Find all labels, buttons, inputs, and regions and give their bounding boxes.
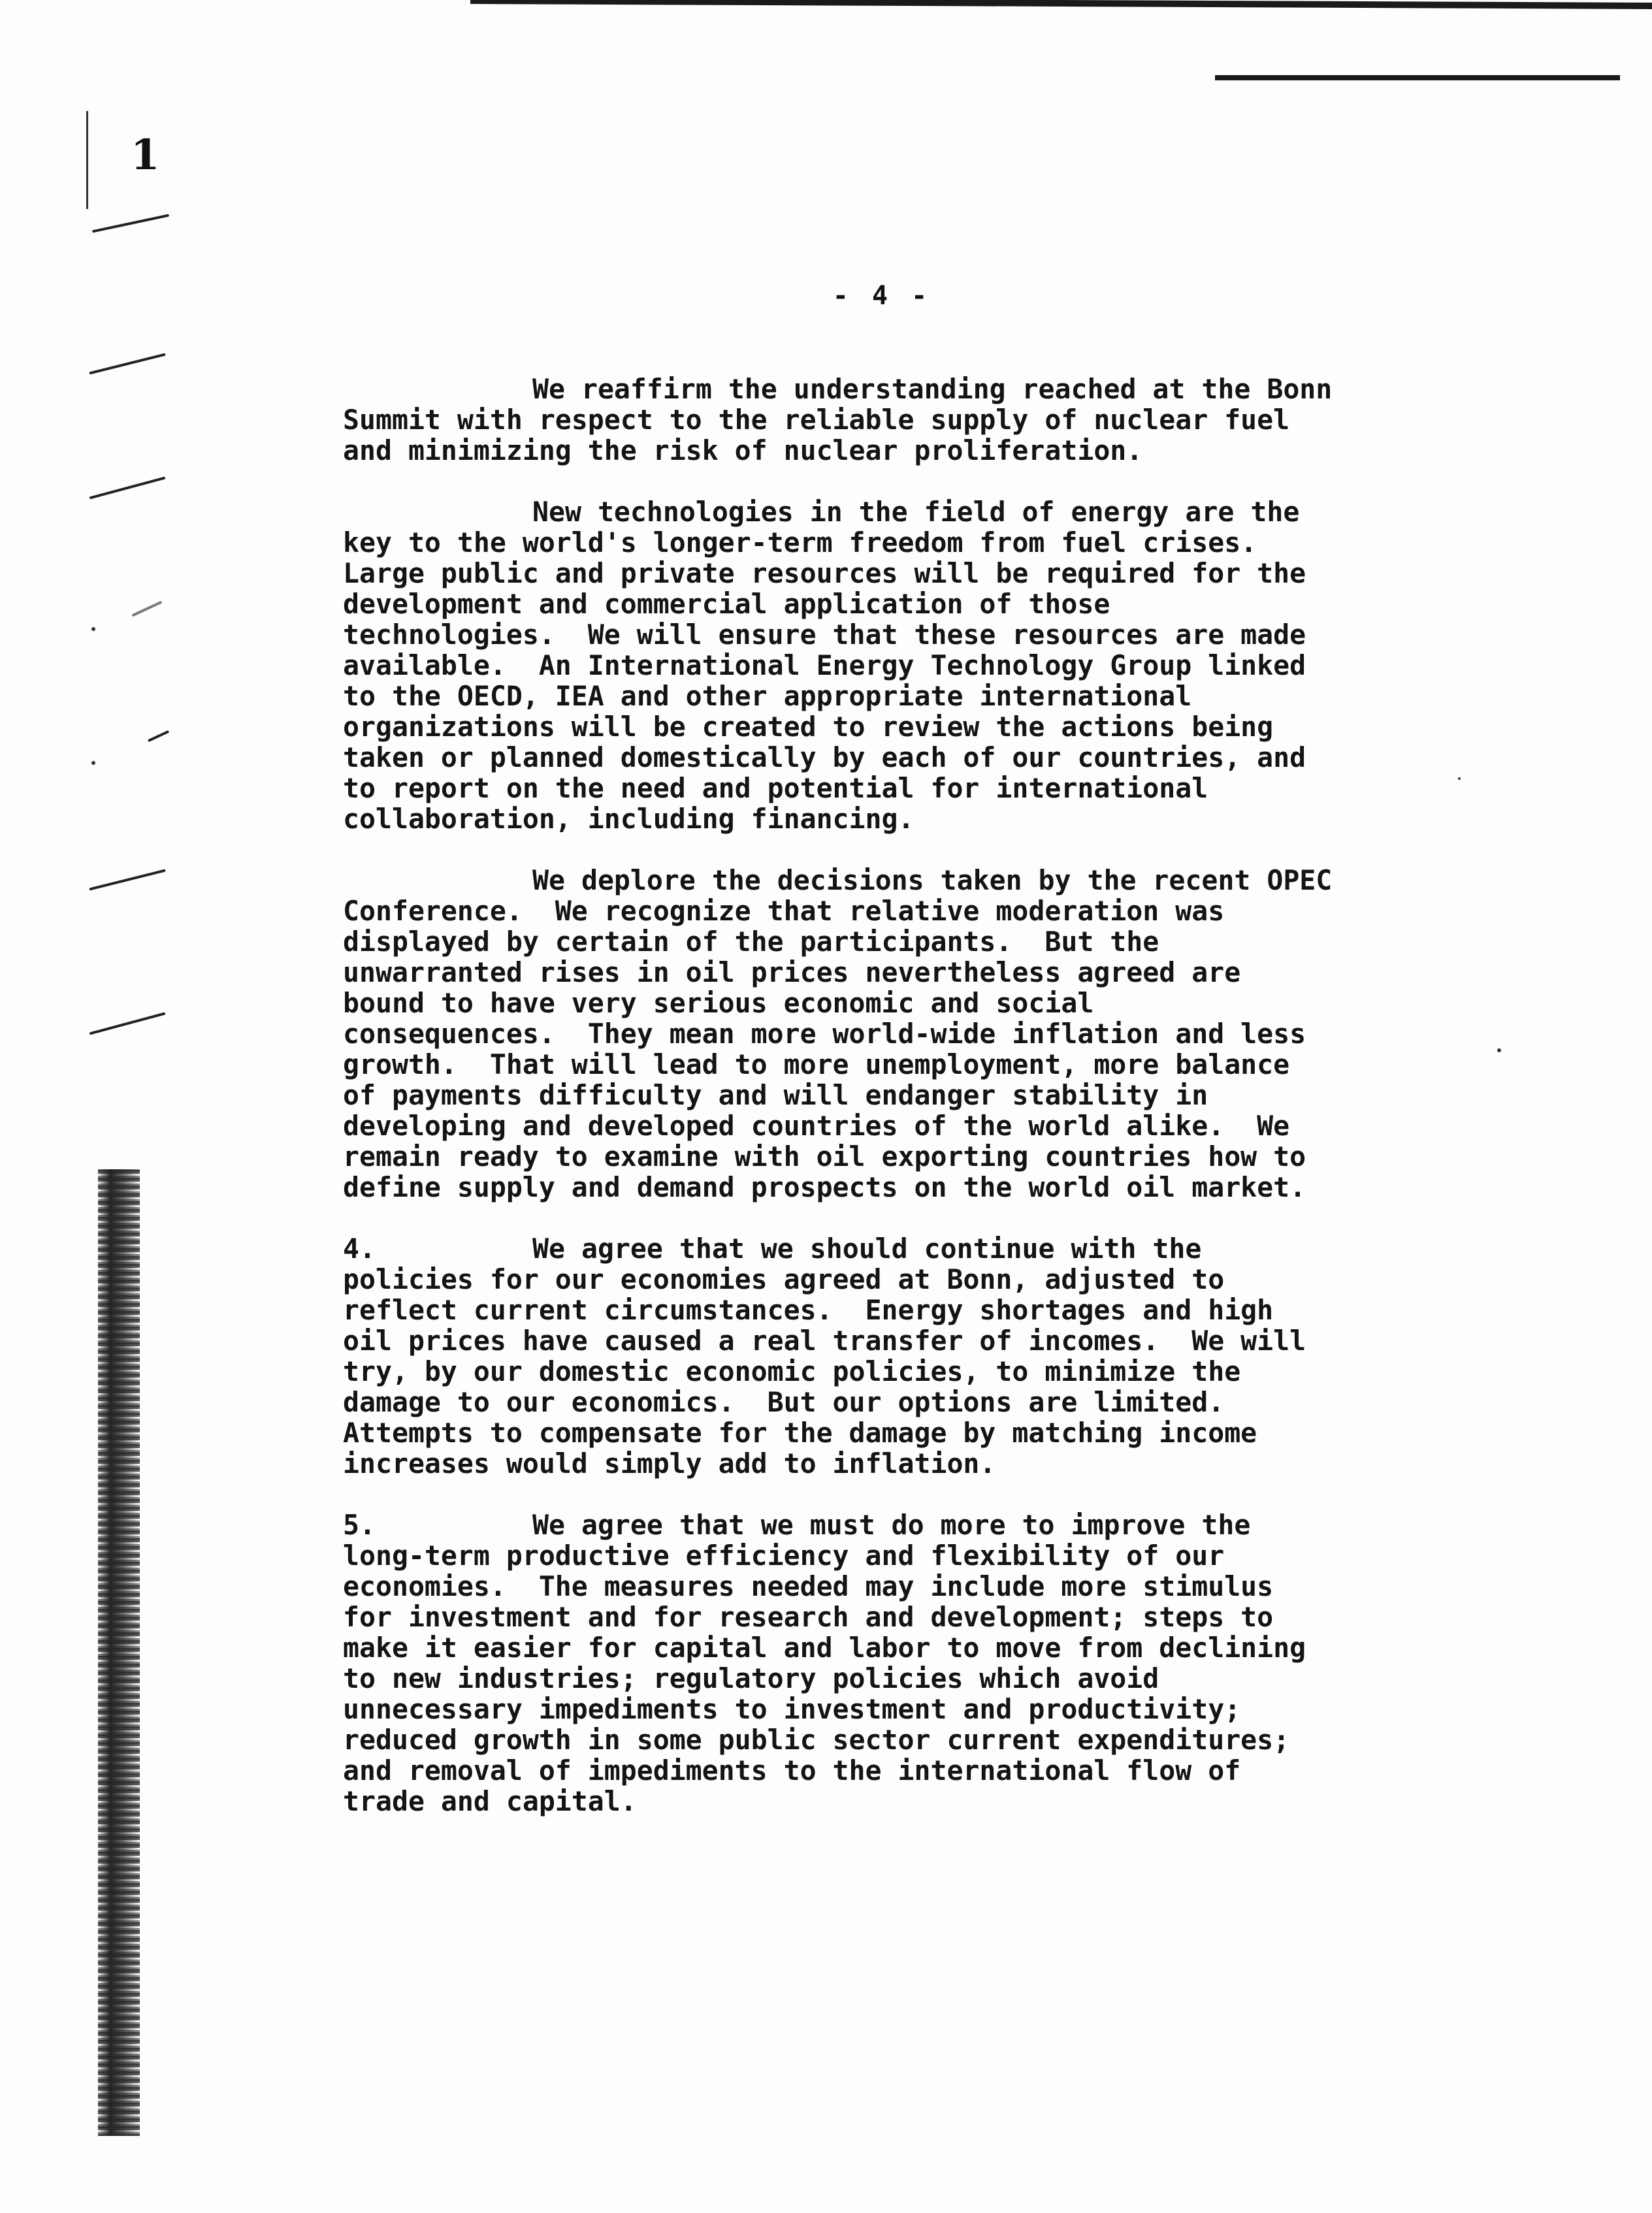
text-line: for investment and for research and development; steps to (343, 1601, 1274, 1633)
text-line: taken or planned domestically by each of our countries, and (343, 741, 1306, 773)
text-line: organizations will be created to review the actions being (343, 711, 1274, 743)
first-line (343, 1233, 1466, 1264)
text-line: make it easier for capital and labor to move from declining (343, 1632, 1306, 1664)
text-line: damage to our economics. But our options are limited. (343, 1386, 1225, 1418)
paragraph-number: 4. (343, 1233, 376, 1265)
text-line: Summit with respect to the reliable supply of nuclear fuel (343, 404, 1290, 436)
paragraph (343, 374, 1466, 466)
text-line: reflect current circumstances. Energy shortages and high (343, 1294, 1274, 1326)
paragraph (343, 496, 1466, 834)
text-line: collaboration, including financing. (343, 803, 915, 835)
text-line: to the OECD, IEA and other appropriate international (343, 680, 1192, 712)
document-body (343, 374, 1466, 1847)
margin-tick (89, 869, 165, 891)
text-line: We agree that we must do more to improve the (532, 1509, 1251, 1541)
text-line: define supply and demand prospects on the world oil market. (343, 1171, 1306, 1203)
text-line: reduced growth in some public sector current expenditures; (343, 1724, 1290, 1756)
margin-speck (91, 761, 95, 765)
text-line: long-term productive efficiency and flexibility of our (343, 1540, 1225, 1572)
margin-tick (92, 214, 169, 233)
text-line: and minimizing the risk of nuclear proliferation. (343, 434, 1143, 466)
top-right-rule (1215, 75, 1620, 80)
text-line: technologies. We will ensure that these resources are made (343, 619, 1306, 651)
margin-tick (89, 353, 165, 375)
first-line (343, 1510, 1466, 1540)
text-line: policies for our economies agreed at Bonn, adjusted to (343, 1263, 1225, 1295)
paragraph-number: 5. (343, 1509, 376, 1541)
text-line: Attempts to compensate for the damage by matching income (343, 1417, 1257, 1449)
text-line: to new industries; regulatory policies which avoid (343, 1662, 1159, 1694)
top-edge-rule (470, 0, 1652, 9)
margin-tick (89, 477, 166, 500)
text-line: bound to have very serious economic and social (343, 987, 1094, 1019)
text-line: remain ready to examine with oil exporting countries how to (343, 1140, 1306, 1172)
text-line: Large public and private resources will be required for the (343, 557, 1306, 589)
text-line: New technologies in the field of energy are the (532, 496, 1300, 528)
text-line: and removal of impediments to the international flow of (343, 1754, 1241, 1786)
text-line: economies. The measures needed may include more stimulus (343, 1570, 1274, 1602)
text-line: consequences. They mean more world-wide inflation and less (343, 1018, 1306, 1050)
margin-mark: 1 (131, 131, 160, 180)
text-line: unwarranted rises in oil prices nevertheless agreed are (343, 956, 1241, 988)
text-line: available. An International Energy Technology Group linked (343, 649, 1306, 681)
margin-speck (91, 627, 95, 631)
text-line: increases would simply add to inflation. (343, 1447, 996, 1479)
text-line: development and commercial application of those (343, 588, 1110, 620)
text-line: trade and capital. (343, 1785, 637, 1817)
numbered-paragraph-4 (343, 1233, 1466, 1479)
text-line: We reaffirm the understanding reached at the Bonn (532, 373, 1333, 405)
text-line: key to the world's longer-term freedom from fuel crises. (343, 526, 1257, 558)
margin-bracket-line (86, 111, 88, 209)
binding-edge-scan-artifact (98, 1169, 140, 2136)
text-line: We deplore the decisions taken by the recent OPEC (532, 864, 1333, 896)
text-line: displayed by certain of the participants. But the (343, 926, 1159, 958)
page-number: - 4 - (832, 281, 931, 311)
margin-speck (1497, 1048, 1501, 1052)
text-line: We agree that we should continue with the (532, 1233, 1202, 1265)
text-line: oil prices have caused a real transfer of incomes. We will (343, 1325, 1306, 1357)
paragraph (343, 865, 1466, 1203)
text-line: try, by our domestic economic policies, to minimize the (343, 1355, 1241, 1387)
text-line: Conference. We recognize that relative moderation was (343, 895, 1225, 927)
numbered-paragraph-5 (343, 1510, 1466, 1817)
text-line: of payments difficulty and will endanger stability in (343, 1079, 1208, 1111)
text-line: growth. That will lead to more unemployment, more balance (343, 1048, 1290, 1080)
text-line: unnecessary impediments to investment and productivity; (343, 1693, 1241, 1725)
text-line: to report on the need and potential for international (343, 772, 1208, 804)
text-line: developing and developed countries of the world alike. We (343, 1110, 1290, 1142)
